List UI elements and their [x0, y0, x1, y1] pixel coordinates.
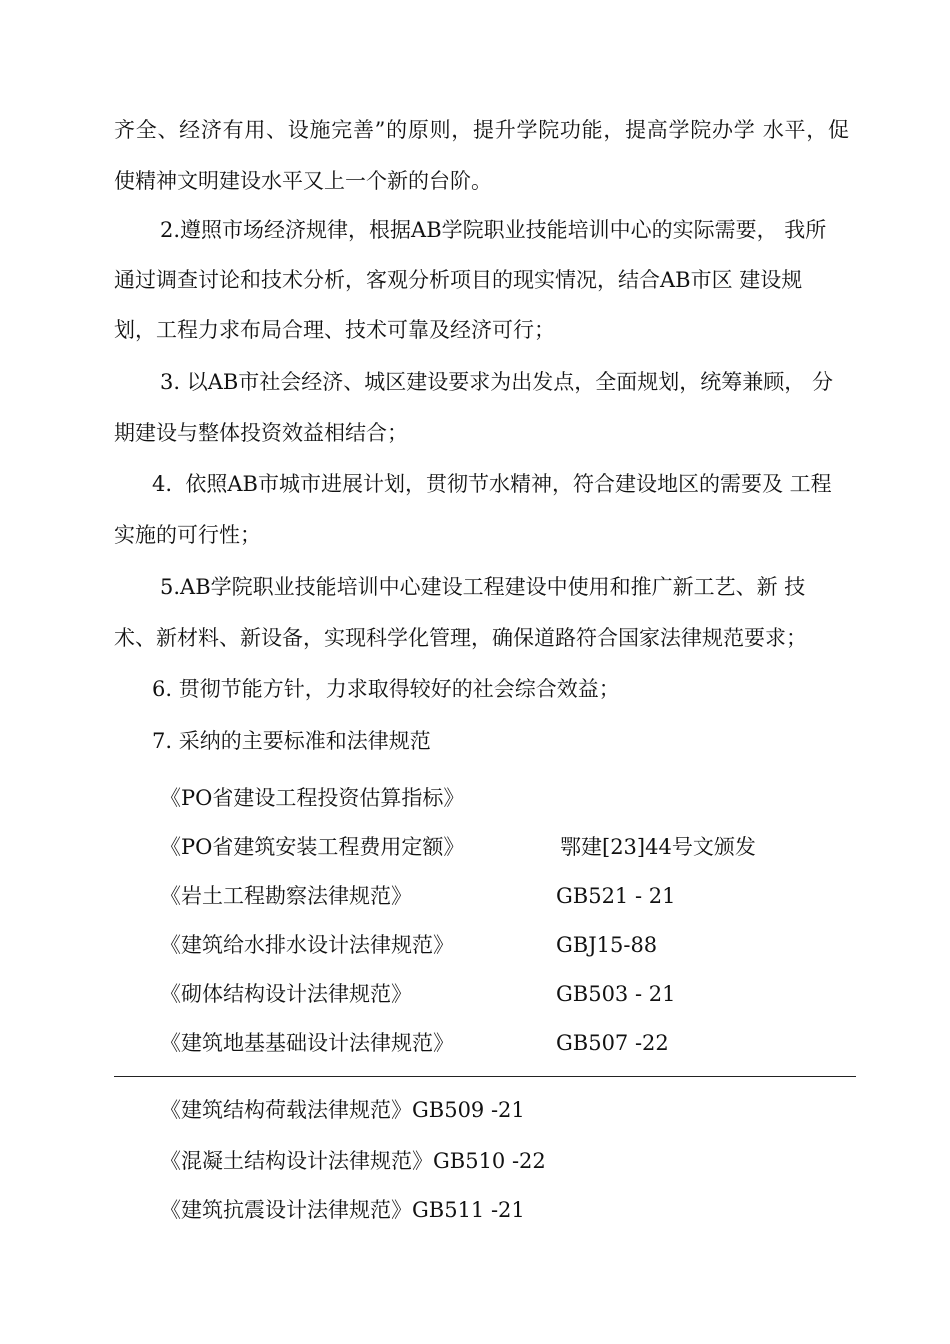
paragraph-2-line-3: 划，工程力求布局合理、技术可靠及经济可行； — [114, 318, 555, 342]
reference-title: 《建筑地基基础设计法律规范》 — [160, 1031, 454, 1055]
paragraph-2-line-2: 通过调查讨论和技术分析，客观分析项目的现实情况，结合AB市区 建设规 — [114, 268, 803, 292]
paragraph-6-line-1: 6. 贯彻节能方针，力求取得较好的社会综合效益； — [152, 677, 620, 701]
paragraph-1-line-2: 使精神文明建设水平又上一个新的台阶。 — [114, 169, 492, 193]
paragraph-3-line-2: 期建设与整体投资效益相结合； — [114, 421, 408, 445]
paragraph-4-line-1: 4. 依照AB市城市进展计划，贯彻节水精神，符合建设地区的需要及 工程 — [152, 472, 832, 496]
reference-title: 《岩土工程勘察法律规范》 — [160, 884, 412, 908]
reference-code: GB503 - 21 — [556, 982, 676, 1006]
horizontal-divider — [114, 1076, 856, 1077]
paragraph-2-line-1: 2.遵照市场经济规律，根据AB学院职业技能培训中心的实际需要， 我所 — [160, 218, 827, 242]
paragraph-5-line-2: 术、新材料、新设备，实现科学化管理，确保道路符合国家法律规范要求； — [114, 626, 807, 650]
reference-title: 《PO省建设工程投资估算指标》 — [160, 786, 465, 810]
reference-title: 《建筑给水排水设计法律规范》 — [160, 933, 454, 957]
footer-reference: 《混凝土结构设计法律规范》GB510 -22 — [160, 1149, 546, 1173]
paragraph-3-line-1: 3. 以AB市社会经济、城区建设要求为出发点，全面规划，统筹兼顾， 分 — [160, 370, 833, 394]
reference-code: 鄂建[23]44号文颁发 — [560, 835, 756, 859]
footer-reference: 《建筑抗震设计法律规范》GB511 -21 — [160, 1198, 525, 1222]
paragraph-7-line-1: 7. 采纳的主要标准和法律规范 — [152, 729, 431, 753]
paragraph-1-line-1: 齐全、经济有用、设施完善”的原则，提升学院功能，提高学院办学 水平，促 — [114, 118, 849, 142]
reference-title: 《PO省建筑安装工程费用定额》 — [160, 835, 465, 859]
reference-code: GB507 -22 — [556, 1031, 669, 1055]
reference-code: GBJ15-88 — [556, 933, 658, 957]
paragraph-5-line-1: 5.AB学院职业技能培训中心建设工程建设中使用和推广新工艺、新 技 — [160, 575, 806, 599]
reference-title: 《砌体结构设计法律规范》 — [160, 982, 412, 1006]
paragraph-4-line-2: 实施的可行性； — [114, 523, 261, 547]
footer-reference: 《建筑结构荷载法律规范》GB509 -21 — [160, 1098, 525, 1122]
reference-code: GB521 - 21 — [556, 884, 676, 908]
